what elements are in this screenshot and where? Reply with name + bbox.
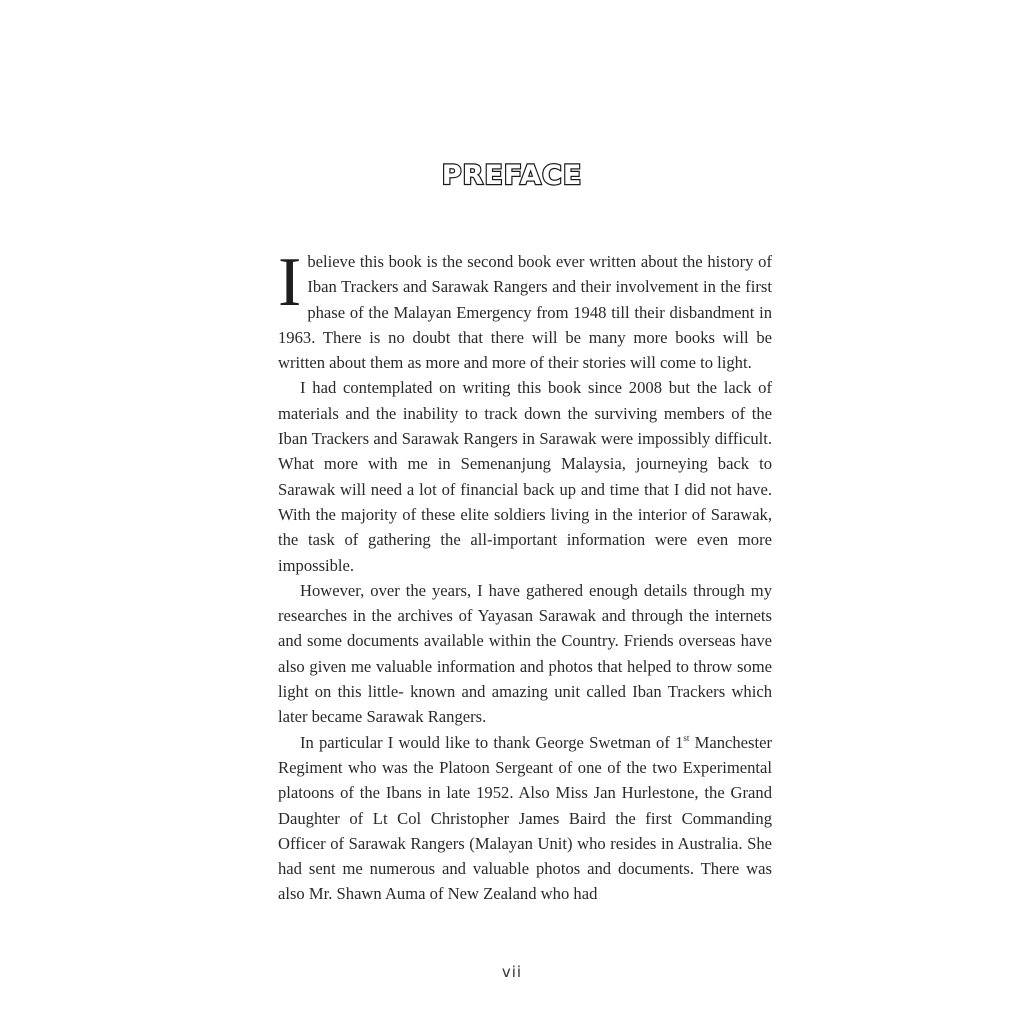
body-text: [278, 244, 772, 907]
paragraph-1-text: believe this book is the second book ever written about the history of Iban Trackers and Sarawak Rangers and their involvement in the first phase of the Malayan Emergency from 1948 till their disbandment in 1963. There is no doubt that there will be many more books will be written about them as more and more of their stories will come to light.: [278, 252, 772, 373]
drop-cap: I: [278, 244, 302, 321]
chapter-heading: PREFACE: [441, 160, 583, 191]
paragraph-2: I had contemplated on writing this book since 2008 but the lack of materials and the inability to track down the surviving members of the Iban Trackers and Sarawak Rangers in Sarawak were impossibly difficult. What more with me in Semenanjung Malaysia, journeying back to Sarawak will need a lot of financial back up and time that I did not have. With the majority of these elite soldiers living in the interior of Sarawak, the task of gathering the all-important information were even more impossible.: [278, 378, 772, 575]
paragraph-4-text-end: Manchester Regiment who was the Platoon Sergeant of one of the two Experimental platoons of the Ibans in late 1952. Also Miss Jan Hurlestone, the Grand Daughter of Lt Col Christopher James Baird the first Commanding Officer of Sarawak Rangers (Malayan Unit) who resides in Australia. She had sent me numerous and valuable photos and documents. There was also Mr. Shawn Auma of New Zealand who had: [278, 732, 772, 904]
paragraph-4: [278, 730, 772, 907]
paragraph-4-text-start: In particular I would like to thank George Swetman of 1: [300, 732, 684, 752]
paragraph-3: However, over the years, I have gathered enough details through my researches in the archives of Yayasan Sarawak and through the internets and some documents available within the Country. Friends overseas have also given me valuable information and photos that helped to throw some light on this little- known and amazing unit called Iban Trackers which later became Sarawak Rangers.: [278, 580, 772, 727]
ordinal-superscript: st: [683, 732, 690, 743]
page-number: vii: [501, 963, 523, 981]
paragraph-1: [278, 244, 772, 375]
